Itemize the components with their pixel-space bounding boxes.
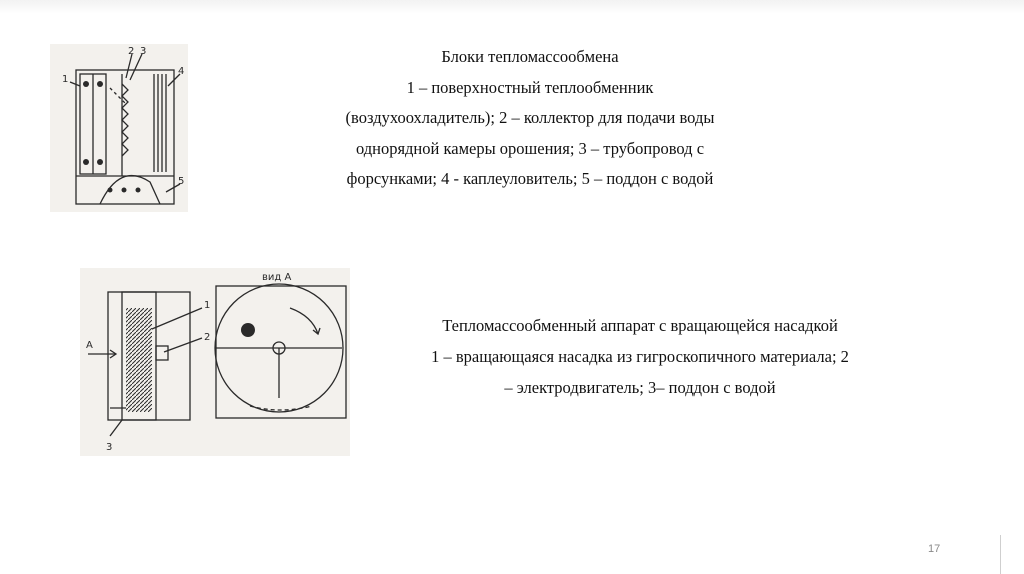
footer-divider [1000,535,1001,574]
text-line: Блоки тепломассообмена [441,47,619,66]
figure-rotating-apparatus [80,268,350,456]
figure1-label-1: 1 [62,74,69,85]
text-line: (воздухоохладитель); 2 – коллектор для подачи воды [345,108,715,127]
figure1-label-2: 2 [128,46,135,57]
page-number: 17 [928,543,941,555]
figure2-label-3: 3 [106,442,113,453]
figure2-label-a: А [86,340,93,351]
figure2-view-label: вид А [262,272,292,283]
text-line: однорядной камеры орошения; 3 – трубопровод с [355,138,705,158]
text-line: форсунками; 4 - каплеуловитель; 5 – поддон с водой [346,169,714,188]
text-line: 1 – поверхностный теплообменник [406,77,654,97]
text-block-rotating-apparatus [380,310,900,403]
text-line: 1 – вращающаяся насадка из гигроскопичного материала; 2 [431,347,849,366]
figure1-label-3: 3 [140,46,147,57]
figure-rotating-apparatus-drawing [80,268,350,456]
figure1-label-4: 4 [178,66,185,77]
text-block-exchange-blocks [300,42,760,195]
text-line: Тепломассообменный аппарат с вращающейся насадкой [442,316,838,335]
text-line: – электродвигатель; 3– поддон с водой [504,378,776,397]
figure2-label-1: 1 [204,300,211,311]
slide-top-band [0,0,1024,14]
figure1-label-5: 5 [178,176,185,187]
figure2-label-2: 2 [204,332,211,343]
figure-exchange-blocks-drawing [50,44,188,212]
figure-exchange-blocks [50,44,188,212]
